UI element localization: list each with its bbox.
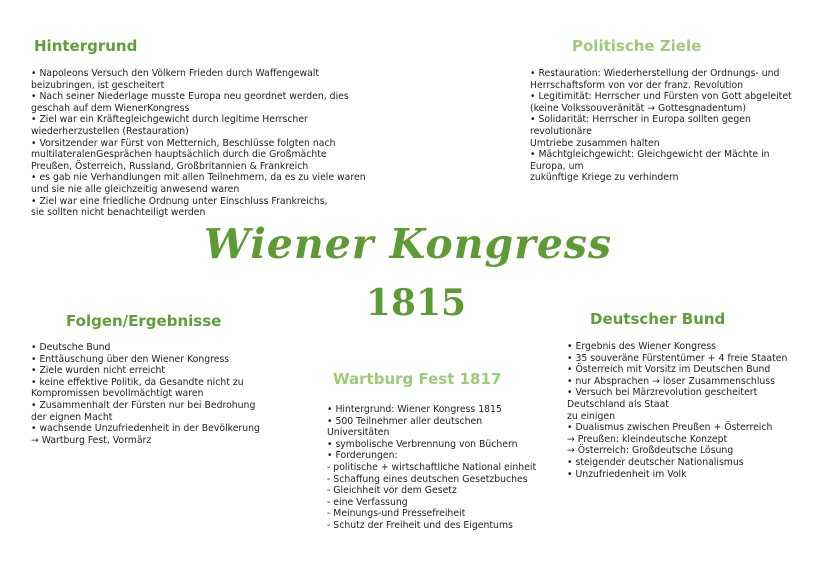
text-line: • Dualismus zwischen Preußen + Österreich [567, 422, 773, 434]
text-line: - Gleichheit vor dem Gesetz [327, 485, 457, 497]
text-line: • Hintergrund: Wiener Kongress 1815 [327, 404, 502, 415]
text-line: - politische + wirtschaftliche National einheit [327, 461, 537, 473]
text-line: Europa, um [530, 160, 584, 172]
text-line: • Vorsitzender war Fürst von Metternich, Beschlüsse folgten nach [31, 137, 336, 149]
page-year: 1815 [365, 282, 467, 324]
text-line: → Preußen: kleindeutsche Konzept [567, 433, 728, 445]
page-title: Wiener Kongress [203, 220, 613, 268]
text-line: • Nach seiner Niederlage musste Europa neu geordnet werden, dies [31, 91, 349, 103]
text-line: → Wartburg Fest, Vormärz [31, 434, 152, 446]
deutscher-bund-text [567, 341, 787, 480]
text-line: • Ziel war eine friedliche Ordnung unter Einschluss Frankreichs, [31, 195, 328, 207]
hintergrund-heading: Hintergrund [34, 37, 138, 55]
text-line: • Restauration: Wiederherstellung der Ordnungs- und [530, 68, 780, 79]
text-line: • symbolische Verbrennung von Büchern [327, 438, 518, 450]
text-line: Herrschaftsform von vor der franz. Revolution [530, 79, 744, 91]
text-line: • Forderungen: [327, 450, 398, 462]
text-line: • Unzufriedenheit im Volk [567, 468, 687, 480]
folgen-text [31, 342, 260, 446]
text-line: • Legitimität: Herrscher und Fürsten von Gott abgeleitet [530, 91, 792, 103]
text-line: • nur Absprachen → loser Zusammenschluss [567, 375, 775, 387]
text-line: • Enttäuschung über den Wiener Kongress [31, 353, 230, 365]
text-line: revolutionäre [530, 125, 592, 137]
text-line: multilateralenGesprächen hauptsächlich durch die Großmächte [31, 149, 327, 161]
text-line: • Deutsche Bund [31, 342, 111, 353]
text-line: • Napoleons Versuch den Völkern Frieden durch Waffengewalt [31, 68, 319, 79]
text-line: → Österreich: Großdeutsche Lösung [567, 445, 734, 457]
text-line: • es gab nie Verhandlungen mit allen Teilnehmern, da es zu viele waren [31, 172, 366, 184]
wartburg-text [327, 404, 536, 532]
text-line: • keine effektive Politik, da Gesandte nicht zu [31, 376, 244, 388]
text-line: und sie nie alle gleichzeitig anwesend waren [31, 183, 240, 195]
hintergrund-text [31, 68, 366, 219]
text-line: • Ziel war ein Kräftegleichgewicht durch legitime Herrscher [31, 114, 308, 126]
text-line: - Schutz der Freiheit und des Eigentums [327, 519, 513, 531]
text-line: Kompromissen bevollmächtigt waren [31, 388, 204, 400]
text-line: - eine Verfassung [327, 496, 408, 508]
text-line: Umtriebe zusammen halten [530, 137, 660, 149]
text-line: sie sollten nicht benachteiligt werden [31, 207, 206, 219]
text-line: wiederherzustellen (Restauration) [31, 125, 189, 137]
text-line: - Schaffung eines deutschen Gesetzbuches [327, 473, 528, 485]
text-line: zukünftige Kriege zu verhindern [530, 172, 679, 184]
text-line: Universitäten [327, 427, 390, 439]
politische-ziele-text [530, 68, 792, 184]
text-line: Deutschland als Staat [567, 398, 669, 410]
text-line: • Österreich mit Vorsitz im Deutschen Bund [567, 364, 771, 376]
politische-ziele-heading: Politische Ziele [572, 37, 702, 55]
text-line: • Ergebnis des Wiener Kongress [567, 341, 717, 352]
text-line: (keine Volkssouveränität → Gottesgnadentum) [530, 102, 746, 114]
text-line: • 35 souveräne Fürstentümer + 4 freie Staaten [567, 352, 788, 364]
text-line: • Solidarität: Herrscher in Europa sollten gegen [530, 114, 751, 126]
wartburg-heading: Wartburg Fest 1817 [333, 370, 502, 388]
text-line: Preußen, Österreich, Russland, Großbritannien & Frankreich [31, 160, 309, 172]
text-line: • Mächtgleichgewicht: Gleichgewicht der Mächte in [530, 149, 770, 161]
text-line: zu einigen [567, 410, 616, 422]
text-line: • Zusammenhalt der Fürsten nur bei Bedrohung [31, 399, 256, 411]
text-line: - Meinungs-und Pressefreiheit [327, 508, 466, 520]
folgen-heading: Folgen/Ergebnisse [66, 312, 222, 330]
text-line: • wachsende Unzufriedenheit in der Bevölkerung [31, 423, 260, 435]
text-line: geschah auf dem WienerKongress [31, 102, 190, 114]
text-line: der eignen Macht [31, 411, 113, 423]
text-line: • Ziele wurden nicht erreicht [31, 365, 166, 377]
deutscher-bund-heading: Deutscher Bund [590, 310, 726, 328]
text-line: • 500 Teilnehmer aller deutschen [327, 415, 483, 427]
text-line: • Versuch bei Märzrevolution gescheitert [567, 387, 758, 399]
text-line: beizubringen, ist gescheitert [31, 79, 165, 91]
text-line: • steigender deutscher Nationalismus [567, 456, 744, 468]
